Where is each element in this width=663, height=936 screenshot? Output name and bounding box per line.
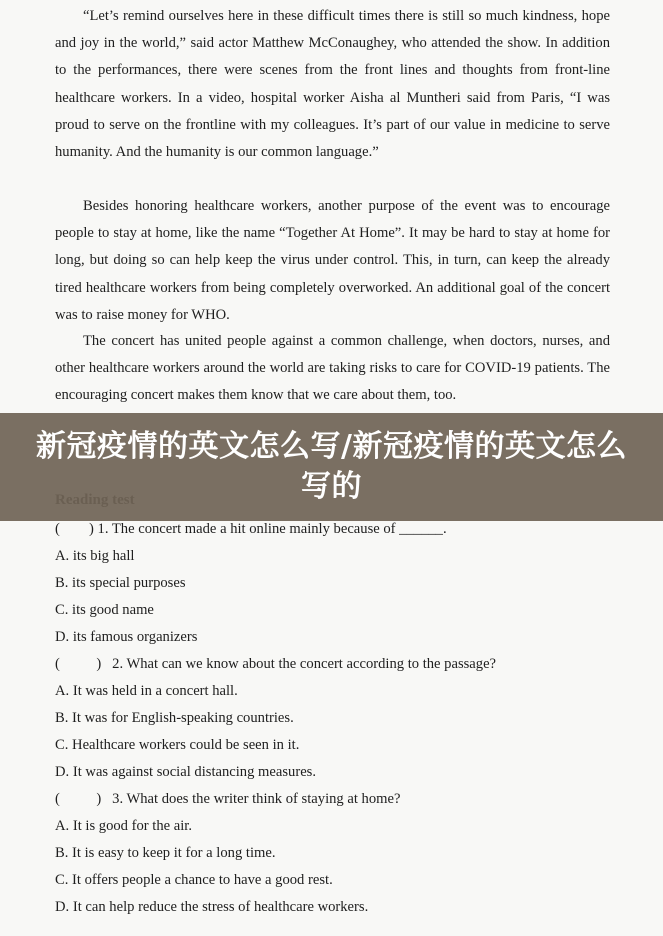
passage-paragraph-1: “Let’s remind ourselves here in these difficult times there is still so much kindness, hope and joy in the world,” said actor Matthew McConaughey, who attended the show. In addition to the performances, there were scenes from the front lines and thoughts from front-line healthcare workers. In a video, hospital worker Aisha al Muntheri said from Paris, “I was proud to serve on the frontline with my colleagues. It’s part of our value in medicine to serve humanity. And the humanity is our common language.” <box>55 8 610 161</box>
question-3-option-a: A. It is good for the air. <box>55 818 192 834</box>
question-3-option-d: D. It can help reduce the stress of healthcare workers. <box>55 899 369 915</box>
banner-title: 新冠疫情的英文怎么写/新冠疫情的英文怎么写的 <box>36 429 627 504</box>
question-2-option-a: A. It was held in a concert hall. <box>55 683 238 699</box>
question-2-option-b: B. It was for English-speaking countries. <box>55 710 294 726</box>
question-1-option-a: A. its big hall <box>55 548 135 564</box>
question-2-option-c: C. Healthcare workers could be seen in it. <box>55 737 300 753</box>
question-3-option-c: C. It offers people a chance to have a good rest. <box>55 872 333 888</box>
passage-paragraph-3: The concert has united people against a common challenge, when doctors, nurses, and other healthcare workers around the world are taking risks to care for COVID-19 patients. The encouraging concert makes them know that we care about them, too. <box>55 333 610 404</box>
passage-paragraph-2: Besides honoring healthcare workers, another purpose of the event was to encourage people to stay at home, like the name “Together At Home”. It may be hard to stay at home for long, but doing so can help keep the virus under control. This, in turn, can keep the already tired healthcare workers from being completely overworked. An additional goal of the concert was to raise money for WHO. <box>55 198 610 323</box>
title-banner <box>0 413 663 521</box>
question-3-stem: ( ) 3. What does the writer think of staying at home? <box>55 791 401 807</box>
question-1-option-b: B. its special purposes <box>55 575 186 591</box>
question-1-option-c: C. its good name <box>55 602 154 618</box>
question-2-option-d: D. It was against social distancing measures. <box>55 764 316 780</box>
question-3-option-b: B. It is easy to keep it for a long time. <box>55 845 276 861</box>
question-1-stem: ( ) 1. The concert made a hit online mainly because of ______. <box>55 521 447 537</box>
question-2-stem: ( ) 2. What can we know about the concert according to the passage? <box>55 656 497 672</box>
question-1-option-d: D. its famous organizers <box>55 629 198 645</box>
